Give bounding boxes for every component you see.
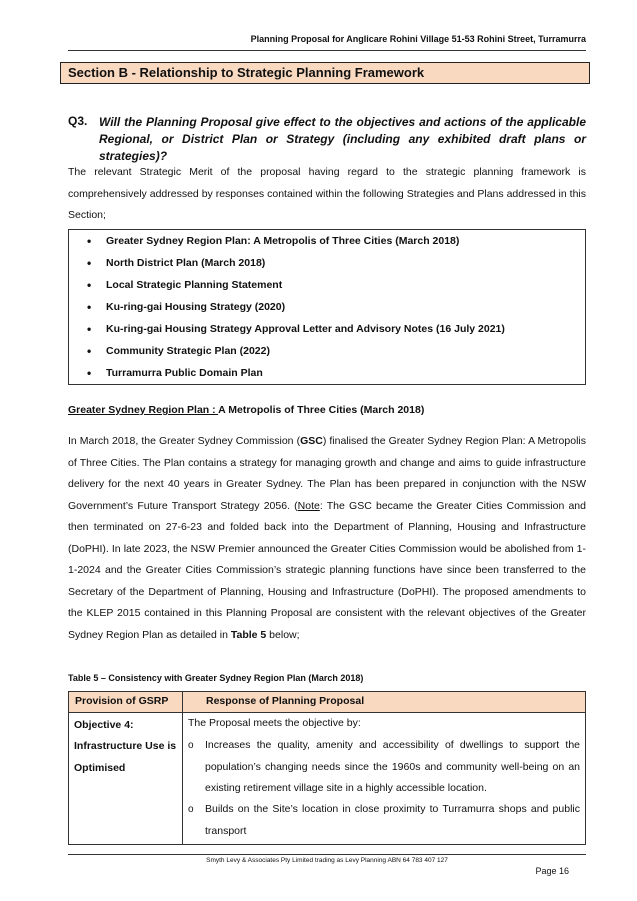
intro-paragraph: The relevant Strategic Merit of the proposal having regard to the strategic planning framework is comprehensively addressed by responses contained within the following Strategies and Plans addressed in this Section; bbox=[68, 166, 586, 221]
objective-line: Infrastructure Use is bbox=[74, 740, 177, 752]
bullet-icon: • bbox=[87, 366, 92, 380]
question-text: Will the Planning Proposal give effect to the objectives and actions of the applicable Regional, or District Plan or Strategy (including any exhibited draft plans or strategies)? bbox=[99, 115, 586, 163]
objective-line: Objective 4: bbox=[74, 719, 134, 731]
bullet-icon: • bbox=[87, 278, 92, 292]
strategies-box bbox=[68, 229, 586, 385]
table-caption: Table 5 – Consistency with Greater Sydney Region Plan (March 2018) bbox=[68, 673, 364, 683]
objective-line: Optimised bbox=[74, 762, 126, 774]
list-item: • Turramurra Public Domain Plan bbox=[87, 366, 263, 380]
bullet-icon: • bbox=[87, 322, 92, 336]
question-number: Q3. bbox=[68, 114, 88, 128]
footer-company: Smyth Levy & Associates Pty Limited trading as Levy Planning ABN 64 783 407 127 bbox=[206, 857, 448, 864]
table-header-row bbox=[68, 691, 586, 713]
table-border-right bbox=[585, 713, 586, 845]
bullet-icon: • bbox=[87, 344, 92, 358]
header-rule bbox=[68, 50, 586, 51]
column-header-provision: Provision of GSRP bbox=[75, 695, 169, 707]
table-border-bottom bbox=[68, 844, 586, 845]
footer-rule bbox=[68, 854, 586, 855]
table-border-left bbox=[68, 713, 69, 845]
gsrp-heading: Greater Sydney Region Plan : A Metropolis of Three Cities (March 2018) bbox=[68, 404, 425, 416]
bullet-icon: • bbox=[87, 234, 92, 248]
circle-bullet-icon: o bbox=[188, 804, 194, 815]
running-header: Planning Proposal for Anglicare Rohini Village 51-53 Rohini Street, Turramurra bbox=[250, 34, 586, 44]
list-item: • Local Strategic Planning Statement bbox=[87, 278, 283, 292]
bullet-icon: • bbox=[87, 300, 92, 314]
list-item: • Greater Sydney Region Plan: A Metropolis of Three Cities (March 2018) bbox=[87, 234, 460, 248]
list-item: • Ku-ring-gai Housing Strategy (2020) bbox=[87, 300, 286, 314]
list-item: • Ku-ring-gai Housing Strategy Approval Letter and Advisory Notes (16 July 2021) bbox=[87, 322, 505, 336]
consistency-table: Provision of GSRP Response of Planning Proposal Objective 4: Infrastructure Use is Optimised The Proposal meets the objective by: o Increases the quality, amenity and accessibility of dwellings to support the population’s changing needs since the 1960s and community well-being on an existing retirement village site in a highly accessible location. o Builds on the Site’s location in close proximity to Turramurra shops and public transport bbox=[68, 691, 586, 845]
circle-bullet-icon: o bbox=[188, 740, 194, 751]
gsrp-paragraph: In March 2018, the Greater Sydney Commission (GSC) finalised the Greater Sydney Region Plan: A Metropolis of Three Cities. The Plan contains a strategy for managing growth and change and aims to guide infrastructure delivery for the next 40 years in Greater Sydney. The Plan has been prepared in conjunction with the NSW Government’s Future Transport Strategy 2056. (Note: The GSC became the Greater Cities Commission and then terminated on 27-6-23 and folded back into the Department of Planning, Housing and Infrastructure (DoPHI). In late 2023, the NSW Premier announced the Greater Cities Commission would be abolished from 1-1-2024 and the Greater Cities Commission’s strategic planning functions have since been transferred to the Secretary of the Department of Planning, Housing and Infrastructure (DoPHI). The proposed amendments to the KLEP 2015 contained in this Planning Proposal are consistent with the relevant objectives of the Greater Sydney Region Plan as detailed in Table 5 below; bbox=[68, 435, 586, 641]
column-header-response: Response of Planning Proposal bbox=[206, 695, 365, 707]
page-number: Page 16 bbox=[535, 866, 569, 876]
list-item: • North District Plan (March 2018) bbox=[87, 256, 266, 270]
section-title: Section B - Relationship to Strategic Planning Framework bbox=[60, 62, 590, 84]
column-divider bbox=[182, 691, 183, 845]
response-intro: The Proposal meets the objective by: bbox=[188, 717, 361, 729]
list-item: • Community Strategic Plan (2022) bbox=[87, 344, 270, 358]
bullet-icon: • bbox=[87, 256, 92, 270]
